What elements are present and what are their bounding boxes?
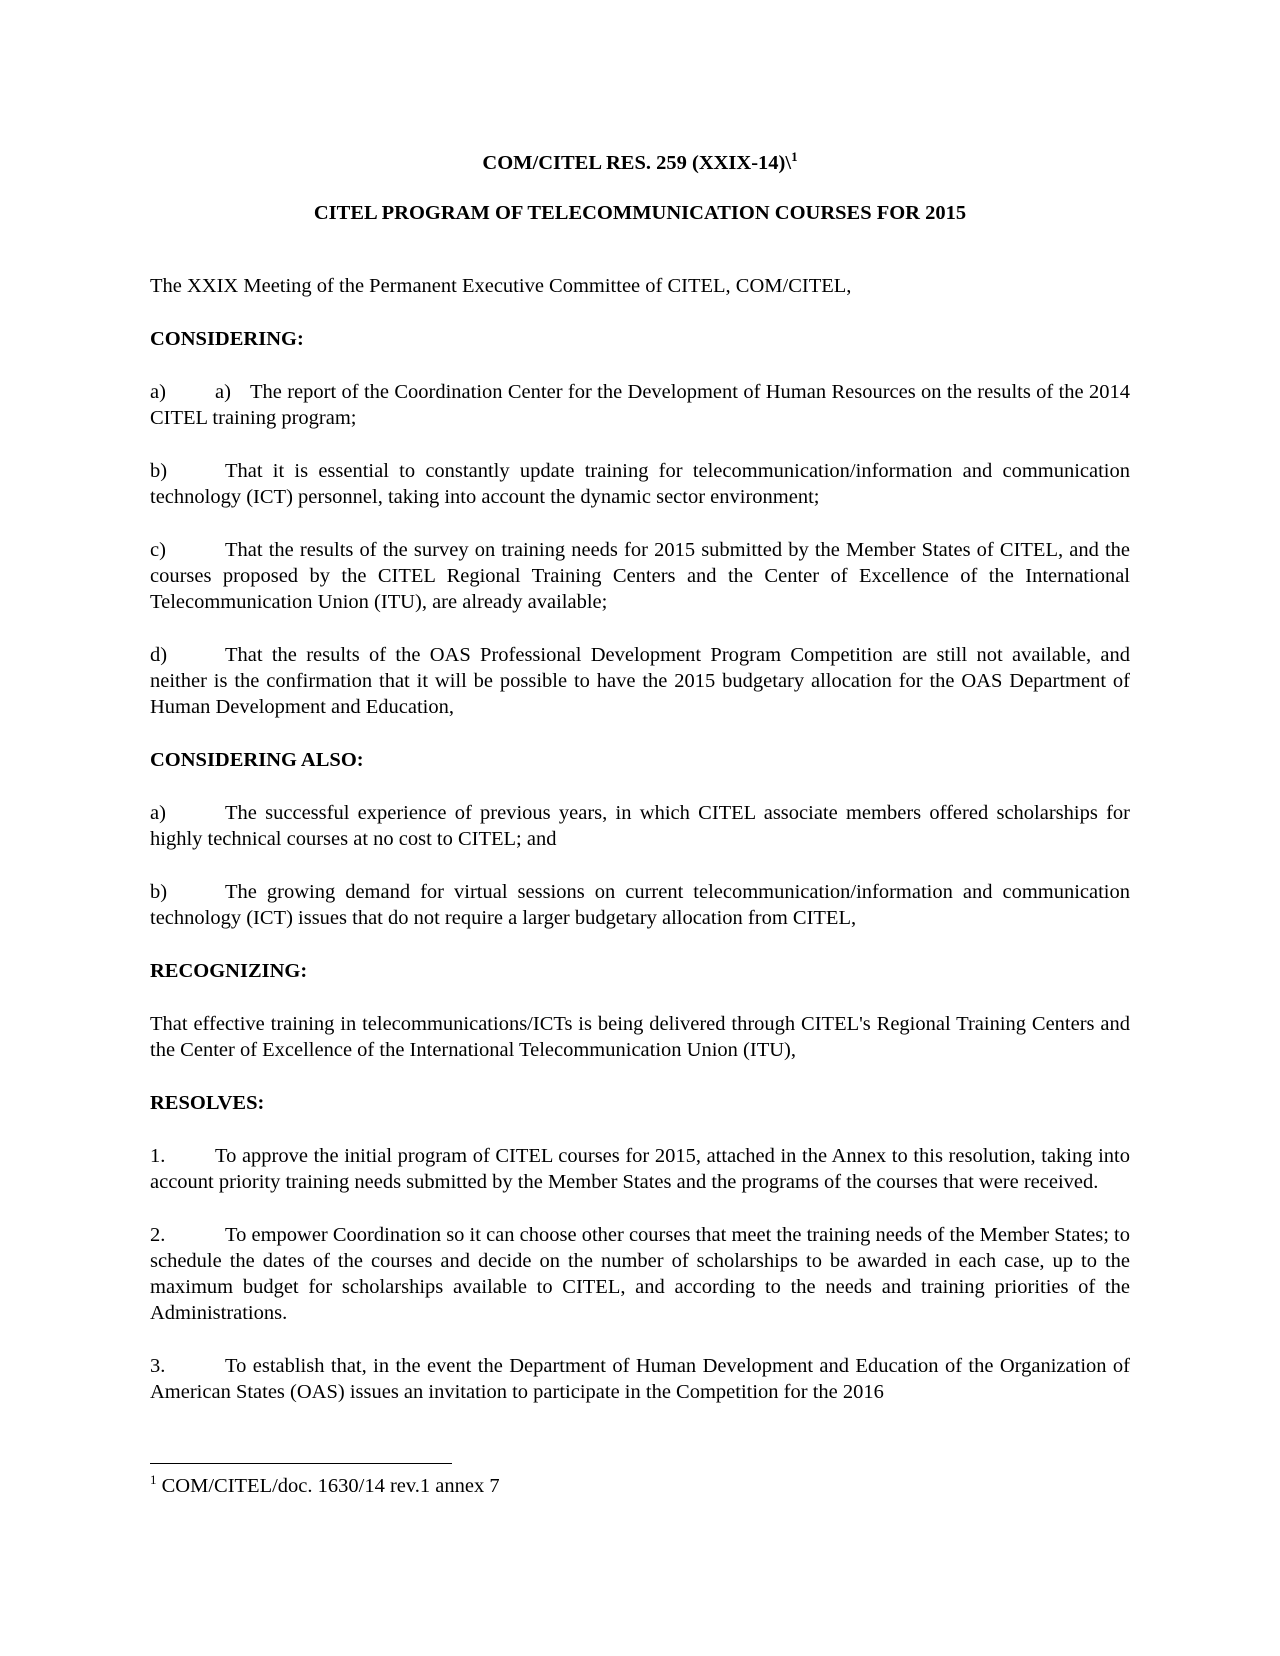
considering-item-d [150, 642, 1130, 720]
footnote-area [150, 1463, 1130, 1498]
footnote-text: COM/CITEL/doc. 1630/14 rev.1 annex 7 [161, 1475, 500, 1497]
item-text: The report of the Coordination Center for the Development of Human Resources on the results of the 2014 CITEL training program; [150, 381, 1130, 429]
resolves-item-3 [150, 1353, 1130, 1405]
footnote [150, 1474, 1130, 1498]
considering-item-b [150, 458, 1130, 510]
item-marker: c) [150, 539, 166, 561]
item-marker: 1. [150, 1145, 166, 1167]
item-marker: a) [150, 381, 166, 403]
recognizing-paragraph: That effective training in telecommunications/ICTs is being delivered through CITEL's Regional Training Centers and the Center of Excellence of the International Telecommunication Union (ITU), [150, 1013, 1130, 1061]
item-marker: b) [150, 881, 168, 903]
title-footnote-ref: 1 [791, 149, 798, 165]
resolution-title-text: COM/CITEL RES. 259 (XXIX-14)\ [482, 152, 792, 174]
considering-heading: CONSIDERING: [150, 328, 304, 350]
item-text: That the results of the survey on training needs for 2015 submitted by the Member States of CITEL, and the courses proposed by the CITEL Regional Training Centers and the Center of Excellence of the International Telecommunication Union (ITU), are already available; [150, 539, 1130, 613]
considering-also-item-b [150, 879, 1130, 931]
document-page [150, 150, 1130, 1432]
considering-item-c [150, 537, 1130, 615]
item-text: That it is essential to constantly update training for telecommunication/information and communication technology (ICT) personnel, taking into account the dynamic sector environment; [150, 460, 1130, 508]
item-text: The growing demand for virtual sessions on current telecommunication/information and communication technology (ICT) issues that do not require a larger budgetary allocation from CITEL, [150, 881, 1130, 929]
item-inner-marker: a) [215, 381, 231, 403]
resolves-item-1 [150, 1143, 1130, 1195]
considering-item-a [150, 379, 1130, 431]
considering-also-item-a [150, 800, 1130, 852]
item-text: To empower Coordination so it can choose other courses that meet the training needs of the Member States; to schedule the dates of the courses and decide on the number of scholarships to be awarded in each case, up to the maximum budget for scholarships available to CITEL, and according to the needs and training priorities of the Administrations. [150, 1224, 1130, 1324]
item-marker: 3. [150, 1355, 166, 1377]
item-marker: d) [150, 644, 168, 666]
item-marker: a) [150, 802, 166, 824]
considering-also-heading: CONSIDERING ALSO: [150, 749, 364, 771]
resolves-heading: RESOLVES: [150, 1092, 265, 1114]
item-marker: b) [150, 460, 168, 482]
footnote-divider [150, 1463, 452, 1464]
resolution-title [150, 150, 1130, 176]
resolves-item-2 [150, 1222, 1130, 1326]
resolution-subtitle: CITEL PROGRAM OF TELECOMMUNICATION COURSES FOR 2015 [313, 202, 967, 224]
item-text: To approve the initial program of CITEL courses for 2015, attached in the Annex to this resolution, taking into account priority training needs submitted by the Member States and the programs of the courses that were received. [150, 1145, 1130, 1193]
item-text: That the results of the OAS Professional Development Program Competition are still not available, and neither is the confirmation that it will be possible to have the 2015 budgetary allocation for the OAS Department of Human Development and Education, [150, 644, 1130, 718]
footnote-number: 1 [150, 1472, 157, 1488]
recognizing-heading: RECOGNIZING: [150, 960, 308, 982]
intro-paragraph: The XXIX Meeting of the Permanent Executive Committee of CITEL, COM/CITEL, [150, 275, 852, 297]
item-text: The successful experience of previous years, in which CITEL associate members offered scholarships for highly technical courses at no cost to CITEL; and [150, 802, 1130, 850]
item-marker: 2. [150, 1224, 166, 1246]
item-text: To establish that, in the event the Department of Human Development and Education of the Organization of American States (OAS) issues an invitation to participate in the Competition for the 2016 [150, 1355, 1130, 1403]
